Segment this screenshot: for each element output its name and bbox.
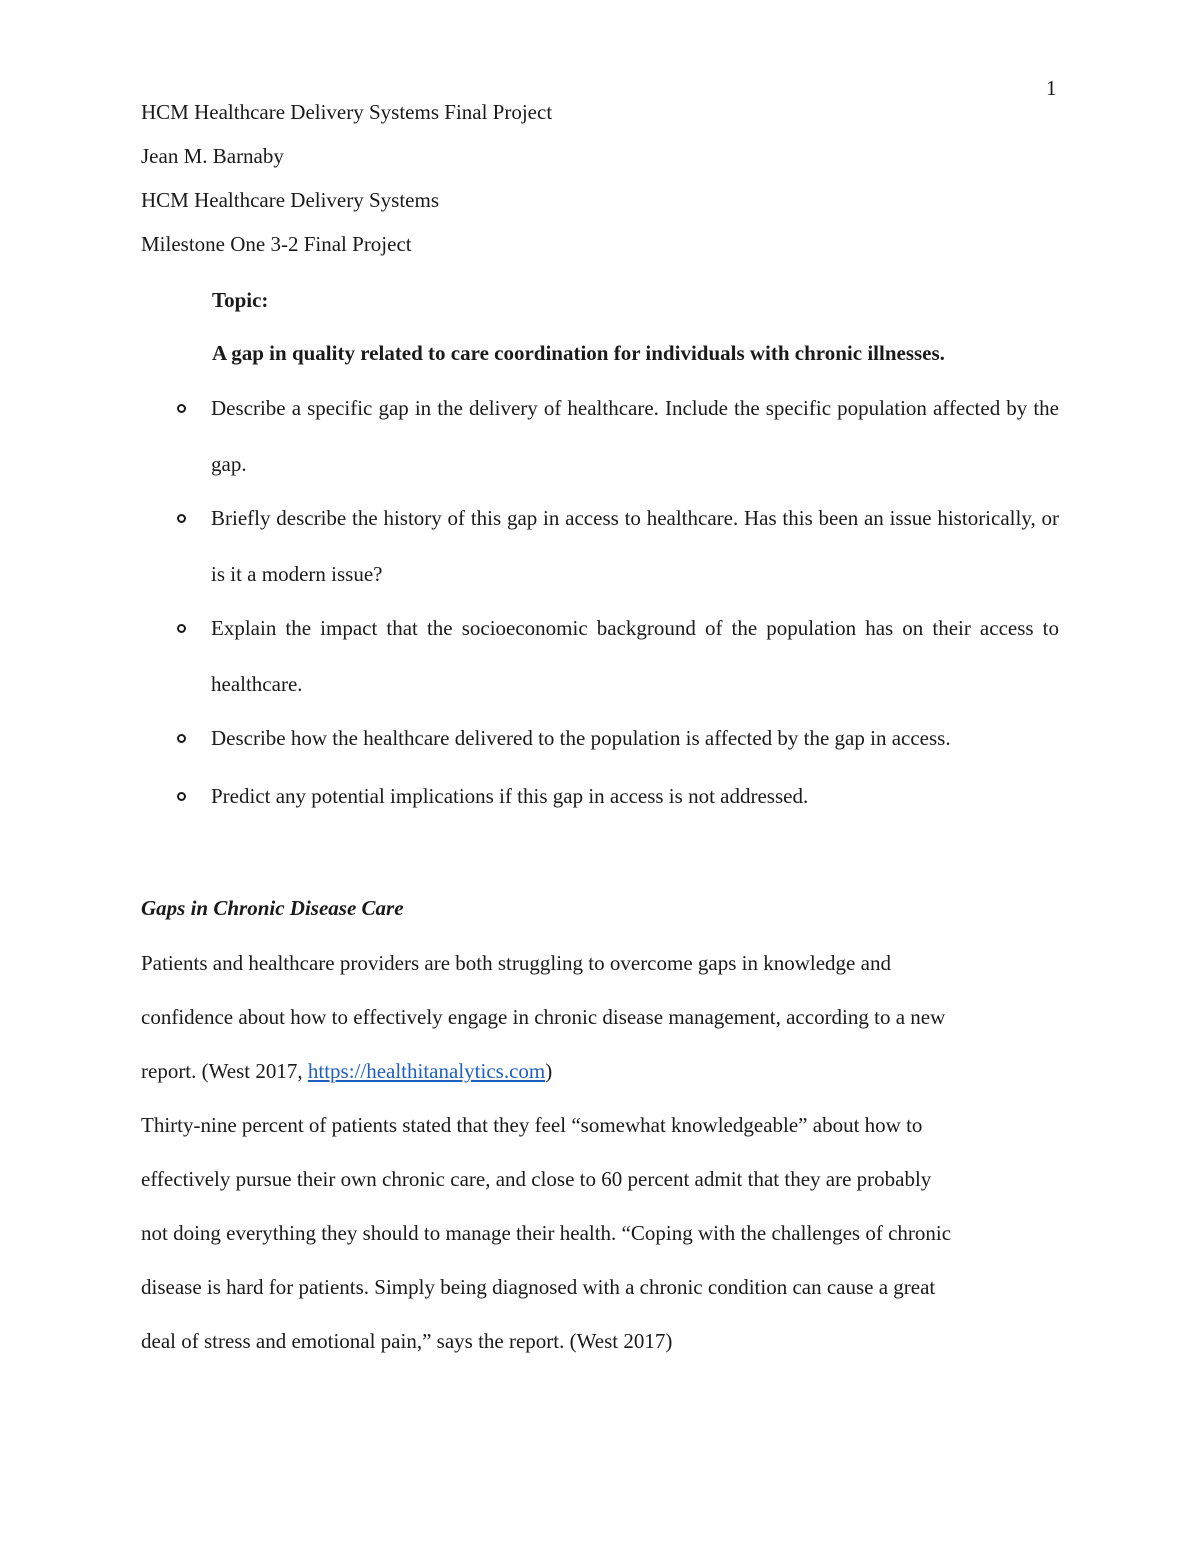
- document-title: HCM Healthcare Delivery Systems Final Project: [141, 100, 553, 124]
- list-item-text: Briefly describe the history of this gap in access to healthcare. Has this been an issue historically, or is it a modern issue?: [211, 506, 1059, 586]
- course-name: HCM Healthcare Delivery Systems: [141, 188, 440, 212]
- paragraph-line: effectively pursue their own chronic care, and close to 60 percent admit that they are probably: [141, 1167, 932, 1191]
- topic-statement: A gap in quality related to care coordination for individuals with chronic illnesses.: [212, 341, 945, 365]
- list-item-text: Explain the impact that the socioeconomic background of the population has on their access to healthcare.: [211, 616, 1059, 696]
- hollow-circle-bullet-icon: [177, 624, 186, 633]
- topic-label: Topic:: [212, 288, 269, 312]
- section-heading: Gaps in Chronic Disease Care: [141, 896, 404, 920]
- source-link[interactable]: https://healthitanalytics.com: [307, 1059, 546, 1083]
- citation-prefix: report. (West 2017,: [141, 1059, 308, 1083]
- paragraph-line: Thirty-nine percent of patients stated that they feel “somewhat knowledgeable” about how to: [141, 1113, 923, 1137]
- paragraph-line: not doing everything they should to manage their health. “Coping with the challenges of chronic: [141, 1221, 952, 1245]
- hollow-circle-bullet-icon: [177, 404, 186, 413]
- paragraph: [141, 936, 1059, 1098]
- list-item-text: Predict any potential implications if this gap in access is not addressed.: [211, 784, 809, 808]
- list-item-text: Describe a specific gap in the delivery of healthcare. Include the specific population affected by the gap.: [211, 396, 1059, 476]
- hollow-circle-bullet-icon: [177, 792, 186, 801]
- paragraph: [141, 1098, 1059, 1368]
- citation-suffix: ): [545, 1059, 553, 1083]
- paragraph-line: deal of stress and emotional pain,” says the report. (West 2017): [141, 1329, 673, 1353]
- paragraph-line: confidence about how to effectively engage in chronic disease management, according to a new: [141, 1005, 946, 1029]
- hollow-circle-bullet-icon: [177, 514, 186, 523]
- paragraph-line: disease is hard for patients. Simply being diagnosed with a chronic condition can cause a great: [141, 1275, 936, 1299]
- list-item-text: Describe how the healthcare delivered to the population is affected by the gap in access.: [211, 726, 951, 750]
- page-number: 1: [1046, 76, 1057, 100]
- paragraph-line: Patients and healthcare providers are both struggling to overcome gaps in knowledge and: [141, 951, 891, 975]
- author-name: Jean M. Barnaby: [141, 144, 284, 168]
- assignment-name: Milestone One 3-2 Final Project: [141, 232, 412, 256]
- hollow-circle-bullet-icon: [177, 734, 186, 743]
- paragraph-line: [141, 1044, 1059, 1098]
